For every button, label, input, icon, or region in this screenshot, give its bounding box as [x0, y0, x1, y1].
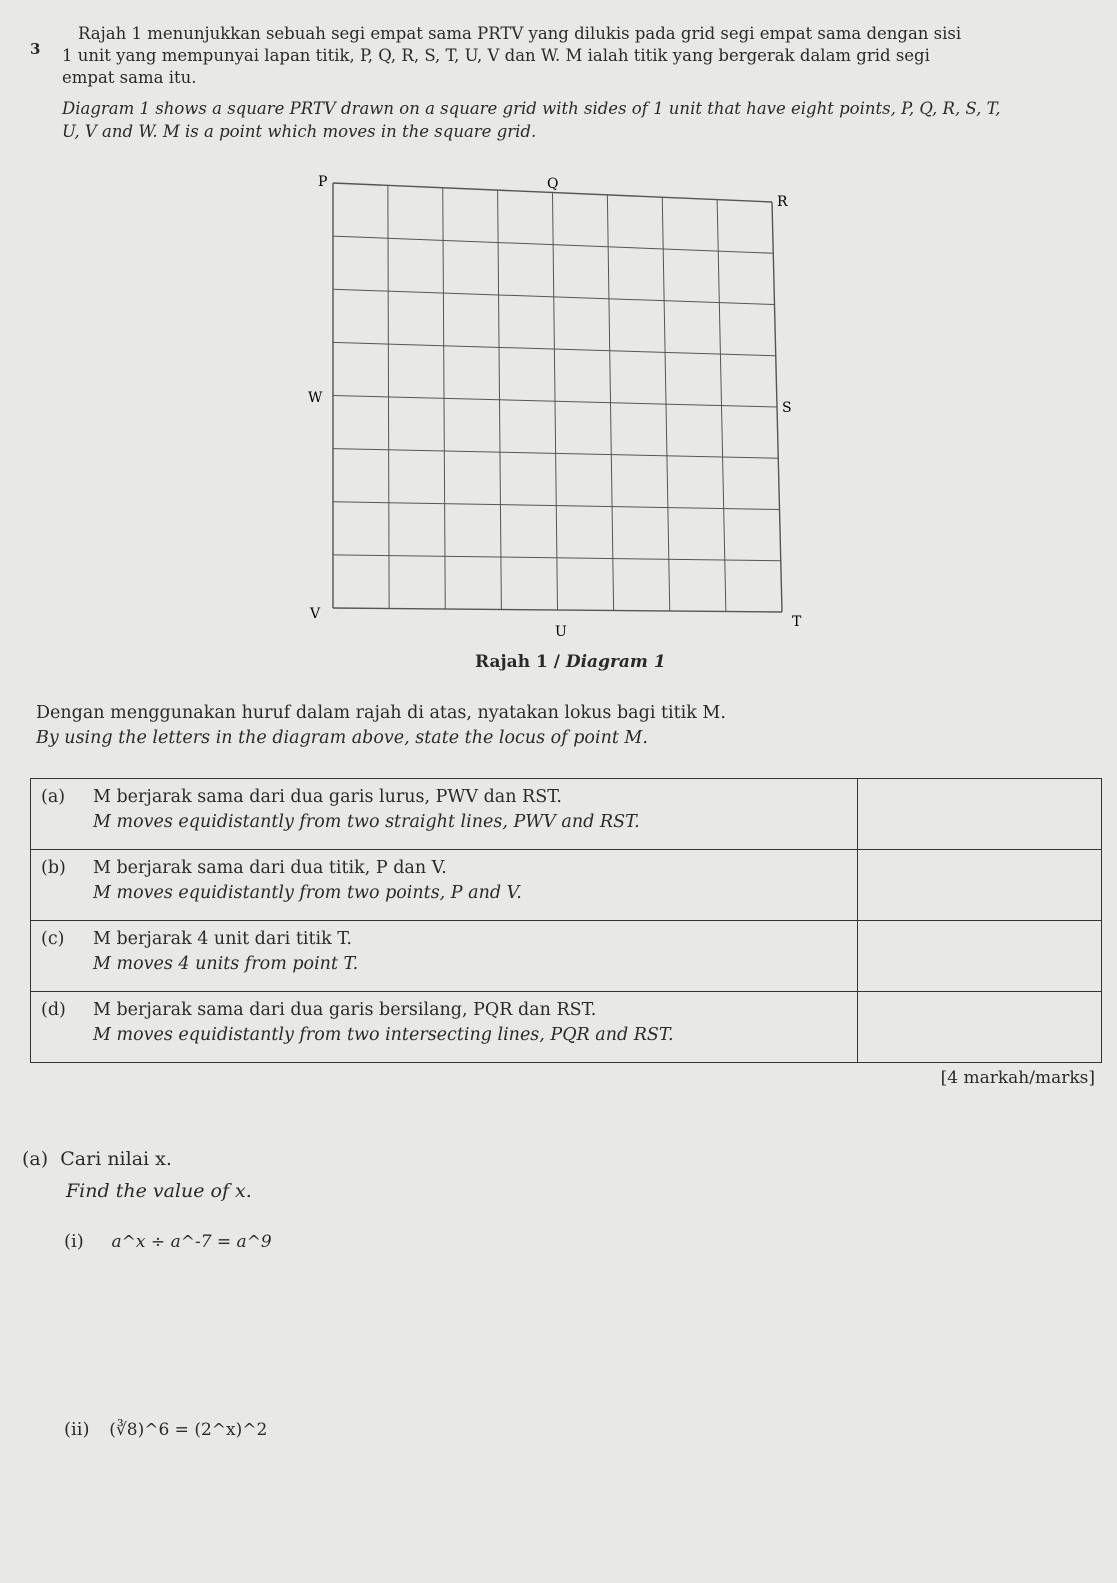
stem-ms-line2: 1 unit yang mempunyai lapan titik, P, Q, R, S, T, U, V dan W. M ialah titik yang bergerak dalam grid segi: [62, 46, 930, 65]
part-a-text-ms: Cari nilai x.: [60, 1148, 172, 1170]
part-a-text-en: Find the value of x.: [66, 1180, 252, 1202]
part-a-i: [64, 1230, 272, 1254]
instruction-ms: Dengan menggunakan huruf dalam rajah di atas, nyatakan lokus bagi titik M.: [36, 703, 726, 723]
diagram-caption: Rajah 1 / Diagram 1: [475, 652, 666, 672]
row-text-ms: M berjarak sama dari dua garis bersilang, PQR dan RST.: [93, 1000, 597, 1020]
answer-cell-d[interactable]: [858, 992, 1102, 1063]
row-label: (b): [41, 858, 66, 878]
row-label: (d): [41, 1000, 66, 1020]
stem-ms-line3: empat sama itu.: [62, 68, 197, 87]
part-a-heading: [22, 1148, 172, 1171]
point-label-t: T: [792, 614, 802, 630]
point-label-w: W: [308, 390, 323, 406]
answer-cell-a[interactable]: [858, 779, 1102, 850]
point-label-p: P: [318, 174, 328, 190]
part-a-ii-label: (ii): [64, 1419, 90, 1440]
locus-row-a: [31, 779, 1102, 850]
row-text-en: M moves equidistantly from two intersecting lines, PQR and RST.: [93, 1025, 674, 1045]
question-number: 3: [30, 40, 41, 58]
row-text-en: M moves equidistantly from two straight lines, PWV and RST.: [93, 812, 640, 832]
part-a-ii-equation: (∛8)^6 = (2^x)^2: [109, 1420, 268, 1440]
square-grid-diagram: [0, 0, 1117, 700]
point-label-v: V: [310, 606, 321, 622]
part-a-ii: [64, 1418, 267, 1442]
row-label: (a): [41, 787, 66, 807]
point-label-u: U: [555, 624, 567, 640]
row-text-en: M moves 4 units from point T.: [93, 954, 359, 974]
answer-cell-c[interactable]: [858, 921, 1102, 992]
point-label-r: R: [777, 194, 788, 210]
part-a-label: (a): [22, 1148, 49, 1170]
locus-row-b: [31, 850, 1102, 921]
stem-ms-line1: Rajah 1 menunjukkan sebuah segi empat sama PRTV yang dilukis pada grid segi empat sama dengan sisi: [78, 24, 962, 43]
instruction-en: By using the letters in the diagram above, state the locus of point M.: [36, 728, 648, 748]
point-label-s: S: [782, 400, 792, 416]
part-a-i-equation: a^x ÷ a^-7 = a^9: [111, 1232, 272, 1252]
part-a-i-label: (i): [64, 1231, 84, 1252]
locus-row-c: [31, 921, 1102, 992]
row-text-ms: M berjarak 4 unit dari titik T.: [93, 929, 352, 949]
locus-table: [30, 778, 1102, 1063]
row-label: (c): [41, 929, 65, 949]
stem-en-line2: U, V and W. M is a point which moves in the square grid.: [62, 122, 537, 141]
row-text-en: M moves equidistantly from two points, P and V.: [93, 883, 522, 903]
point-label-q: Q: [547, 176, 559, 192]
row-text-ms: M berjarak sama dari dua garis lurus, PWV dan RST.: [93, 787, 562, 807]
row-text-ms: M berjarak sama dari dua titik, P dan V.: [93, 858, 447, 878]
stem-en-line1: Diagram 1 shows a square PRTV drawn on a square grid with sides of 1 unit that have eight points, P, Q, R, S, T,: [62, 99, 1001, 118]
locus-row-d: [31, 992, 1102, 1063]
marks-label: [4 markah/marks]: [940, 1068, 1095, 1088]
answer-cell-b[interactable]: [858, 850, 1102, 921]
